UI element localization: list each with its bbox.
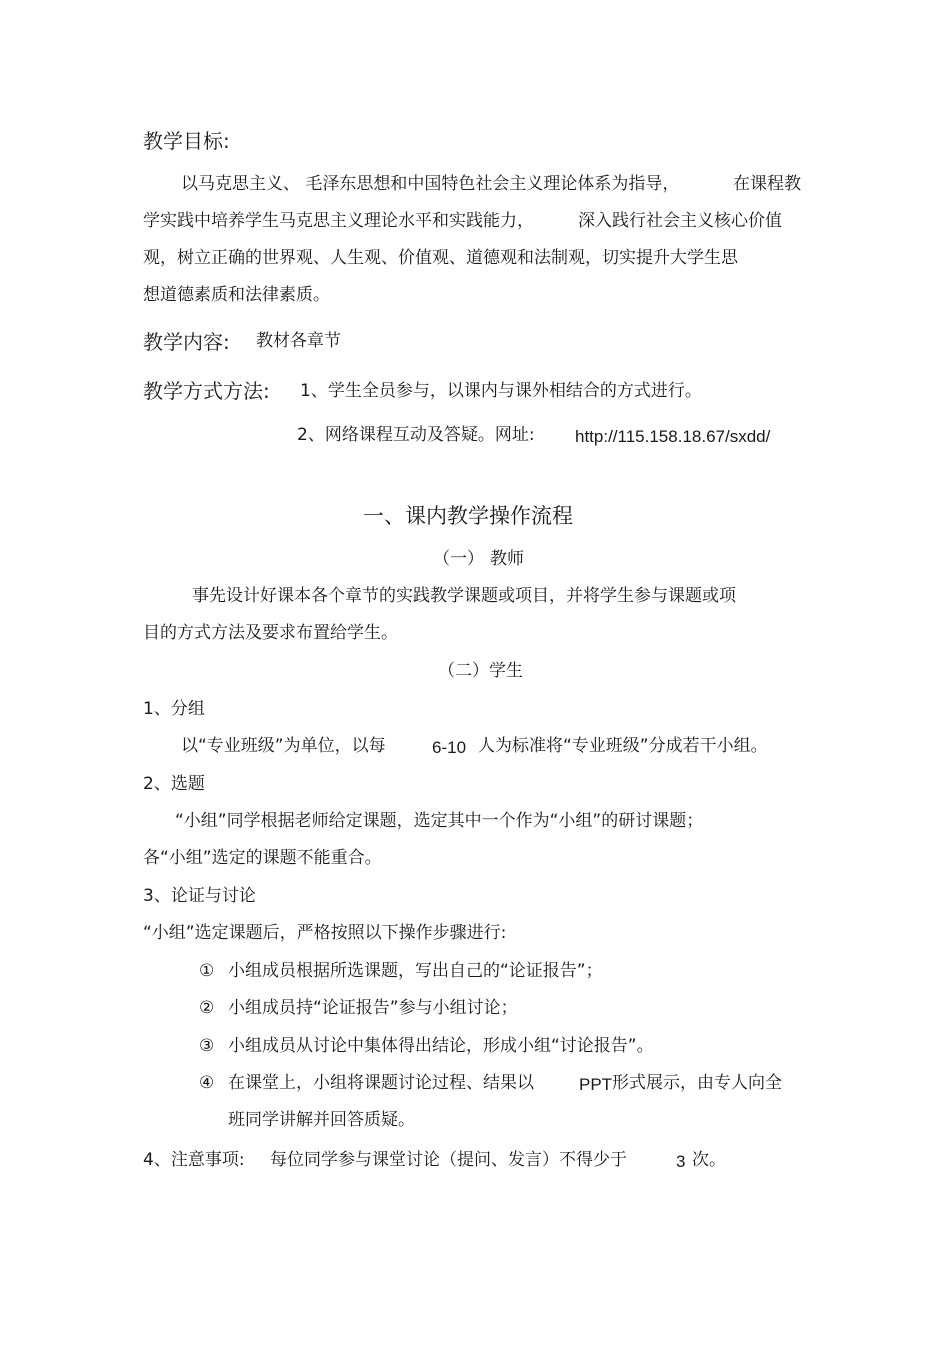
teacher-label: （一）	[433, 549, 484, 569]
step-4-text-3: 班同学讲解并回答质疑。	[228, 1110, 415, 1130]
objectives-line-1a: 以马克思主义、 毛泽东思想和中国特色社会主义理论体系为指导，	[181, 174, 680, 194]
step-1-mark: ①	[199, 961, 215, 981]
step-4-text-2: 形式展示，由专人向全	[612, 1073, 782, 1093]
section-title: 一、课内教学操作流程	[363, 504, 573, 528]
notes-text: 每位同学参与课堂讨论（提问、发言）不得少于	[270, 1150, 627, 1170]
step-2-mark: ②	[199, 998, 215, 1018]
topic-line-2: 各“小组”选定的课题不能重合。	[143, 848, 382, 868]
grouping-number: 6-10	[432, 738, 467, 757]
step-4-text: 在课堂上，小组将课题讨论过程、结果以	[228, 1073, 534, 1093]
content-label: 教学内容:	[143, 330, 230, 354]
grouping-title: 1、分组	[143, 699, 205, 719]
course-url-link[interactable]: http://115.158.18.67/sxdd/	[575, 427, 771, 446]
student-title: （二）学生	[438, 661, 523, 681]
argument-intro: “小组”选定课题后，严格按照以下操作步骤进行:	[143, 923, 507, 943]
grouping-text-suffix: 人为标准将“专业班级”分成若干小组。	[478, 736, 768, 756]
objectives-heading: 教学目标:	[143, 129, 230, 153]
methods-label: 教学方式方法:	[143, 379, 270, 403]
objectives-line-1b: 在课程教	[733, 174, 801, 194]
step-1-text: 小组成员根据所选课题，写出自己的“论证报告”；	[228, 961, 603, 981]
methods-item-1: 1、学生全员参与，以课内与课外相结合的方式进行。	[300, 381, 702, 401]
objectives-line-4: 想道德素质和法律素质。	[143, 285, 330, 305]
teacher-text-2: 目的方式方法及要求布置给学生。	[143, 623, 398, 643]
argument-title: 3、论证与讨论	[143, 886, 256, 906]
grouping-text-prefix: 以“专业班级”为单位，以每	[181, 736, 386, 756]
topic-title: 2、选题	[143, 774, 205, 794]
step-4-ppt: PPT	[579, 1075, 613, 1094]
step-3-mark: ③	[199, 1036, 215, 1056]
notes-label: 4、注意事项:	[143, 1150, 245, 1170]
teacher-title: 教师	[490, 549, 524, 569]
step-2-text: 小组成员持“论证报告”参与小组讨论；	[228, 998, 518, 1018]
methods-item-2: 2、网络课程互动及答疑。网址:	[297, 425, 535, 445]
objectives-line-3: 观，树立正确的世界观、人生观、价值观、道德观和法制观，切实提升大学生思	[143, 248, 738, 268]
notes-count: 3	[676, 1152, 686, 1171]
step-4-mark: ④	[199, 1073, 215, 1093]
step-3-text: 小组成员从讨论中集体得出结论，形成小组“讨论报告”。	[228, 1036, 654, 1056]
notes-unit: 次。	[692, 1150, 726, 1170]
objectives-line-2a: 学实践中培养学生马克思主义理论水平和实践能力，	[143, 211, 534, 231]
topic-line-1: “小组”同学根据老师给定课题，选定其中一个作为“小组”的研讨课题；	[175, 811, 704, 831]
content-value: 教材各章节	[256, 331, 341, 351]
objectives-line-2b: 深入践行社会主义核心价值	[578, 211, 782, 231]
teacher-text-1: 事先设计好课本各个章节的实践教学课题或项目，并将学生参与课题或项	[192, 586, 736, 606]
